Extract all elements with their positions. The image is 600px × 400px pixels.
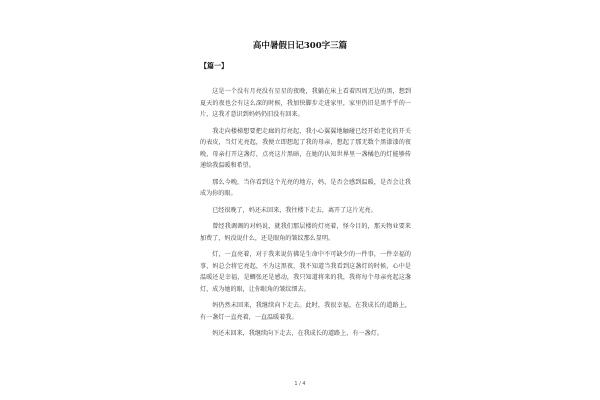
document-body [200, 86, 411, 340]
paragraph: 已经很晚了，妈还未回来，我往楼下走去，离开了这片光亮。 [212, 206, 377, 214]
paragraph: 那么今晚，当你看到这个光亮的地方，妈，是否会感到温暖，是否会让我成为你的眼。 [200, 178, 411, 198]
paragraph: 这是一个没有月亮没有星星的夜晚，我躺在床上看着四周无边的黑，想到夏天的夜也会有这么深的时候，我加快脚步走进家里，家里仍旧是黑乎乎的一片，这我才意识到妈妈仍旧没有回来。 [200, 88, 411, 119]
paragraph: 妈仍然未回来，我继续向下走去。此时，我很幸福，在我成长的道路上，有一盏灯一直亮着，一直温暖着我。 [200, 302, 411, 321]
section-label: 【篇一】 [200, 61, 228, 70]
paragraph: 我走向楼梯想要把走廊的灯亮起，我小心翼翼地触碰已经开始老化的开关的表皮，当灯光亮起，我便立即想起了我的母亲，想起了那无数个黑漆漆的夜晚，母亲打开这盏灯，点亮这片黑暗，在她的认知世界里一盏橘色的灯能够传递给我温暖和希望。 [200, 127, 411, 170]
paragraph: 灯，一直亮着，对于我来说仿佛是生命中不可缺少的一件事，一件幸福的事，妈总会将它亮起，不为这黑夜，我不知道当我看到这盏灯的时候，心中是温暖还是幸福，是蜩张还是感动，我只知道将来的我，我将每个母亲亮起这盏灯，成为她的眼，让你眼角的皱纹细去。 [200, 251, 411, 293]
paragraph: 曾经我调调的对妈说，就我们那层楼的灯亮着，怪今目的，那天物业要来加费了，妈没说什么，还是眼角的皱纹那么显明。 [200, 223, 411, 242]
paragraph: 妈还未回来，我继续向下走去，在我成长的道路上，有一盏灯。 [212, 330, 383, 338]
document-title: 高中暑假日记300字三篇 [252, 41, 348, 51]
page-number: 1 / 4 [294, 381, 306, 387]
